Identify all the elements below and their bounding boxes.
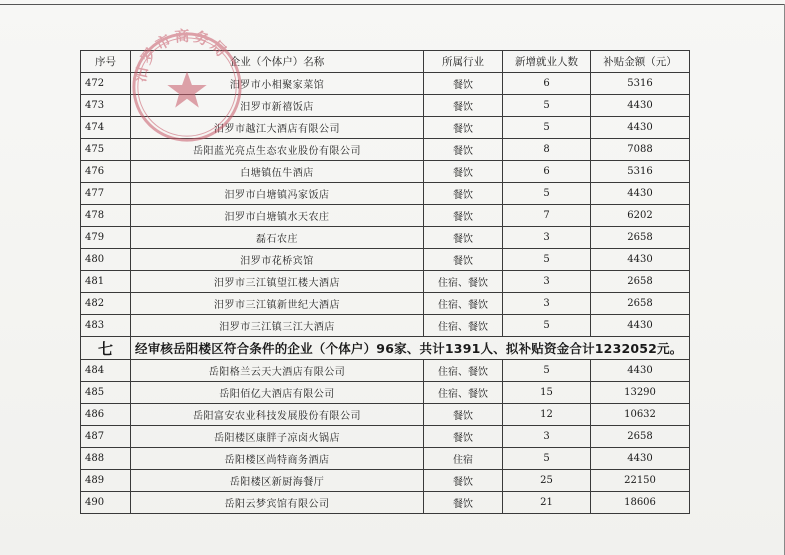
row-subsidy-amount: 4430 bbox=[591, 360, 690, 382]
row-number: 484 bbox=[81, 360, 131, 382]
row-company-name: 岳阳格兰云天大酒店有限公司 bbox=[131, 360, 424, 382]
row-company-name: 汨罗市三江镇望江楼大酒店 bbox=[131, 271, 424, 293]
row-industry: 住宿、餐饮 bbox=[424, 382, 503, 404]
row-subsidy-amount: 4430 bbox=[591, 183, 690, 205]
row-number: 477 bbox=[81, 183, 131, 205]
row-industry: 餐饮 bbox=[424, 161, 503, 183]
row-company-name: 汨罗市越江大酒店有限公司 bbox=[131, 117, 424, 139]
row-new-employees: 5 bbox=[503, 183, 591, 205]
row-number: 480 bbox=[81, 249, 131, 271]
table-body-top bbox=[81, 73, 690, 337]
row-new-employees: 3 bbox=[503, 426, 591, 448]
subsidy-table bbox=[80, 50, 690, 514]
table-body-bottom bbox=[81, 360, 690, 514]
row-company-name: 汨罗市三江镇三江大酒店 bbox=[131, 315, 424, 337]
table-row bbox=[81, 205, 690, 227]
row-industry: 餐饮 bbox=[424, 73, 503, 95]
table-header-row bbox=[81, 51, 690, 73]
row-subsidy-amount: 5316 bbox=[591, 73, 690, 95]
row-subsidy-amount: 22150 bbox=[591, 470, 690, 492]
row-company-name: 岳阳富安农业科技发展股份有限公司 bbox=[131, 404, 424, 426]
row-number: 479 bbox=[81, 227, 131, 249]
row-industry: 餐饮 bbox=[424, 470, 503, 492]
row-company-name: 岳阳楼区康胖子凉卤火锅店 bbox=[131, 426, 424, 448]
header-subsidy-amount: 补贴金额（元） bbox=[591, 51, 690, 73]
row-new-employees: 5 bbox=[503, 315, 591, 337]
row-subsidy-amount: 4430 bbox=[591, 448, 690, 470]
row-number: 473 bbox=[81, 95, 131, 117]
row-new-employees: 25 bbox=[503, 470, 591, 492]
row-new-employees: 6 bbox=[503, 73, 591, 95]
row-company-name: 汨罗市白塘镇水天农庄 bbox=[131, 205, 424, 227]
table-row bbox=[81, 448, 690, 470]
row-industry: 餐饮 bbox=[424, 404, 503, 426]
row-new-employees: 15 bbox=[503, 382, 591, 404]
row-number: 478 bbox=[81, 205, 131, 227]
row-subsidy-amount: 4430 bbox=[591, 315, 690, 337]
table-row bbox=[81, 426, 690, 448]
row-new-employees: 7 bbox=[503, 205, 591, 227]
header-number: 序号 bbox=[81, 51, 131, 73]
row-new-employees: 21 bbox=[503, 492, 591, 514]
section-number: 七 bbox=[81, 337, 131, 360]
row-industry: 餐饮 bbox=[424, 205, 503, 227]
row-industry: 餐饮 bbox=[424, 139, 503, 161]
row-subsidy-amount: 2658 bbox=[591, 293, 690, 315]
row-company-name: 岳阳佰亿大酒店有限公司 bbox=[131, 382, 424, 404]
header-industry: 所属行业 bbox=[424, 51, 503, 73]
row-subsidy-amount: 4430 bbox=[591, 249, 690, 271]
row-industry: 住宿、餐饮 bbox=[424, 271, 503, 293]
table-row bbox=[81, 249, 690, 271]
row-company-name: 汨罗市小相聚家菜馆 bbox=[131, 73, 424, 95]
table-row bbox=[81, 183, 690, 205]
row-number: 486 bbox=[81, 404, 131, 426]
table-row bbox=[81, 227, 690, 249]
table-row bbox=[81, 404, 690, 426]
row-number: 485 bbox=[81, 382, 131, 404]
table-row bbox=[81, 492, 690, 514]
row-industry: 住宿、餐饮 bbox=[424, 360, 503, 382]
row-number: 483 bbox=[81, 315, 131, 337]
table-row bbox=[81, 315, 690, 337]
section-body bbox=[81, 337, 690, 360]
row-subsidy-amount: 18606 bbox=[591, 492, 690, 514]
row-company-name: 汨罗市花桥宾馆 bbox=[131, 249, 424, 271]
row-new-employees: 5 bbox=[503, 448, 591, 470]
row-company-name: 白塘镇伍牛酒店 bbox=[131, 161, 424, 183]
row-subsidy-amount: 7088 bbox=[591, 139, 690, 161]
row-number: 474 bbox=[81, 117, 131, 139]
row-number: 489 bbox=[81, 470, 131, 492]
row-new-employees: 5 bbox=[503, 95, 591, 117]
row-company-name: 岳阳楼区尚特商务酒店 bbox=[131, 448, 424, 470]
row-subsidy-amount: 5316 bbox=[591, 161, 690, 183]
row-industry: 餐饮 bbox=[424, 95, 503, 117]
table-row bbox=[81, 382, 690, 404]
table-row bbox=[81, 95, 690, 117]
row-number: 488 bbox=[81, 448, 131, 470]
table-row bbox=[81, 161, 690, 183]
row-company-name: 岳阳云梦宾馆有限公司 bbox=[131, 492, 424, 514]
header-new-employees: 新增就业人数 bbox=[503, 51, 591, 73]
row-number: 487 bbox=[81, 426, 131, 448]
table-row bbox=[81, 139, 690, 161]
row-company-name: 汨罗市三江镇新世纪大酒店 bbox=[131, 293, 424, 315]
row-number: 490 bbox=[81, 492, 131, 514]
row-new-employees: 12 bbox=[503, 404, 591, 426]
row-new-employees: 5 bbox=[503, 360, 591, 382]
row-industry: 住宿 bbox=[424, 448, 503, 470]
section-summary: 经审核岳阳楼区符合条件的企业（个体户）96家、共计1391人、拟补贴资金合计1232052元。 bbox=[131, 337, 690, 360]
row-new-employees: 3 bbox=[503, 227, 591, 249]
row-company-name: 岳阳蓝光亮点生态农业股份有限公司 bbox=[131, 139, 424, 161]
row-industry: 住宿、餐饮 bbox=[424, 315, 503, 337]
row-number: 482 bbox=[81, 293, 131, 315]
row-company-name: 磊石农庄 bbox=[131, 227, 424, 249]
top-border-line bbox=[0, 4, 785, 5]
row-new-employees: 8 bbox=[503, 139, 591, 161]
row-number: 476 bbox=[81, 161, 131, 183]
row-industry: 住宿、餐饮 bbox=[424, 293, 503, 315]
row-subsidy-amount: 6202 bbox=[591, 205, 690, 227]
row-industry: 餐饮 bbox=[424, 183, 503, 205]
row-subsidy-amount: 4430 bbox=[591, 95, 690, 117]
row-subsidy-amount: 2658 bbox=[591, 227, 690, 249]
row-industry: 餐饮 bbox=[424, 426, 503, 448]
table-row bbox=[81, 293, 690, 315]
row-subsidy-amount: 2658 bbox=[591, 426, 690, 448]
table-row bbox=[81, 470, 690, 492]
row-new-employees: 5 bbox=[503, 117, 591, 139]
row-subsidy-amount: 4430 bbox=[591, 117, 690, 139]
row-subsidy-amount: 10632 bbox=[591, 404, 690, 426]
header-company-name: 企业（个体户）名称 bbox=[131, 51, 424, 73]
svg-text:汨罗市商务局: 汨罗市商务局 bbox=[132, 28, 232, 84]
row-industry: 餐饮 bbox=[424, 249, 503, 271]
section-row bbox=[81, 337, 690, 360]
row-company-name: 汨罗市白塘镇冯家饭店 bbox=[131, 183, 424, 205]
row-industry: 餐饮 bbox=[424, 117, 503, 139]
table-row bbox=[81, 360, 690, 382]
row-number: 472 bbox=[81, 73, 131, 95]
table-row bbox=[81, 271, 690, 293]
row-new-employees: 3 bbox=[503, 271, 591, 293]
table-row bbox=[81, 73, 690, 95]
row-industry: 餐饮 bbox=[424, 492, 503, 514]
row-number: 481 bbox=[81, 271, 131, 293]
row-new-employees: 3 bbox=[503, 293, 591, 315]
row-industry: 餐饮 bbox=[424, 227, 503, 249]
row-subsidy-amount: 2658 bbox=[591, 271, 690, 293]
row-subsidy-amount: 13290 bbox=[591, 382, 690, 404]
row-new-employees: 5 bbox=[503, 249, 591, 271]
row-new-employees: 6 bbox=[503, 161, 591, 183]
row-company-name: 岳阳楼区新厨海餐厅 bbox=[131, 470, 424, 492]
row-number: 475 bbox=[81, 139, 131, 161]
table-row bbox=[81, 117, 690, 139]
row-company-name: 汨罗市新禧饭店 bbox=[131, 95, 424, 117]
